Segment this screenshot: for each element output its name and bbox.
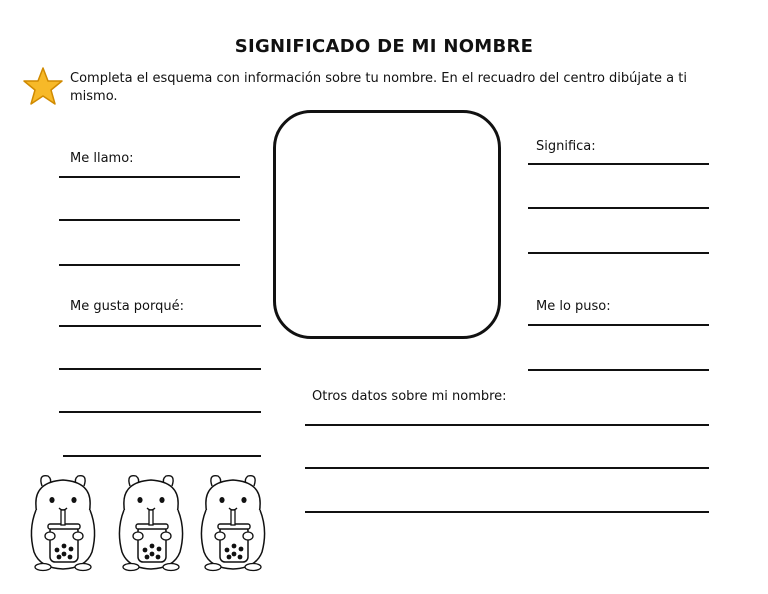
answer-line-me-gusta-4 (63, 455, 261, 457)
instructions-text: Completa el esquema con información sobre tu nombre. En el recuadro del centro dibújate a ti mismo. (70, 71, 687, 104)
answer-line-me-gusta-1 (59, 325, 261, 327)
label-otros-datos: Otros datos sobre mi nombre: (312, 389, 507, 404)
answer-line-me-llamo-3 (59, 264, 240, 266)
hamster-boba-icon (201, 476, 264, 571)
hamster-boba-icon (119, 476, 182, 571)
answer-line-me-lo-puso-2 (528, 369, 709, 371)
answer-line-otros-3 (305, 511, 709, 513)
answer-line-significa-2 (528, 207, 709, 209)
answer-line-otros-2 (305, 467, 709, 469)
label-significa: Significa: (536, 139, 596, 154)
label-me-gusta: Me gusta porqué: (70, 299, 184, 314)
label-me-llamo: Me llamo: (70, 151, 134, 166)
hamster-decoration-group (26, 470, 276, 575)
self-portrait-box (273, 110, 501, 339)
answer-line-me-llamo-2 (59, 219, 240, 221)
star-icon (22, 66, 64, 106)
answer-line-me-llamo-1 (59, 176, 240, 178)
worksheet-title: SIGNIFICADO DE MI NOMBRE (234, 36, 534, 57)
answer-line-me-lo-puso-1 (528, 324, 709, 326)
answer-line-significa-1 (528, 163, 709, 165)
answer-line-otros-1 (305, 424, 709, 426)
answer-line-significa-3 (528, 252, 709, 254)
hamster-boba-icon (31, 476, 94, 571)
answer-line-me-gusta-2 (59, 368, 261, 370)
answer-line-me-gusta-3 (59, 411, 261, 413)
label-me-lo-puso: Me lo puso: (536, 299, 611, 314)
